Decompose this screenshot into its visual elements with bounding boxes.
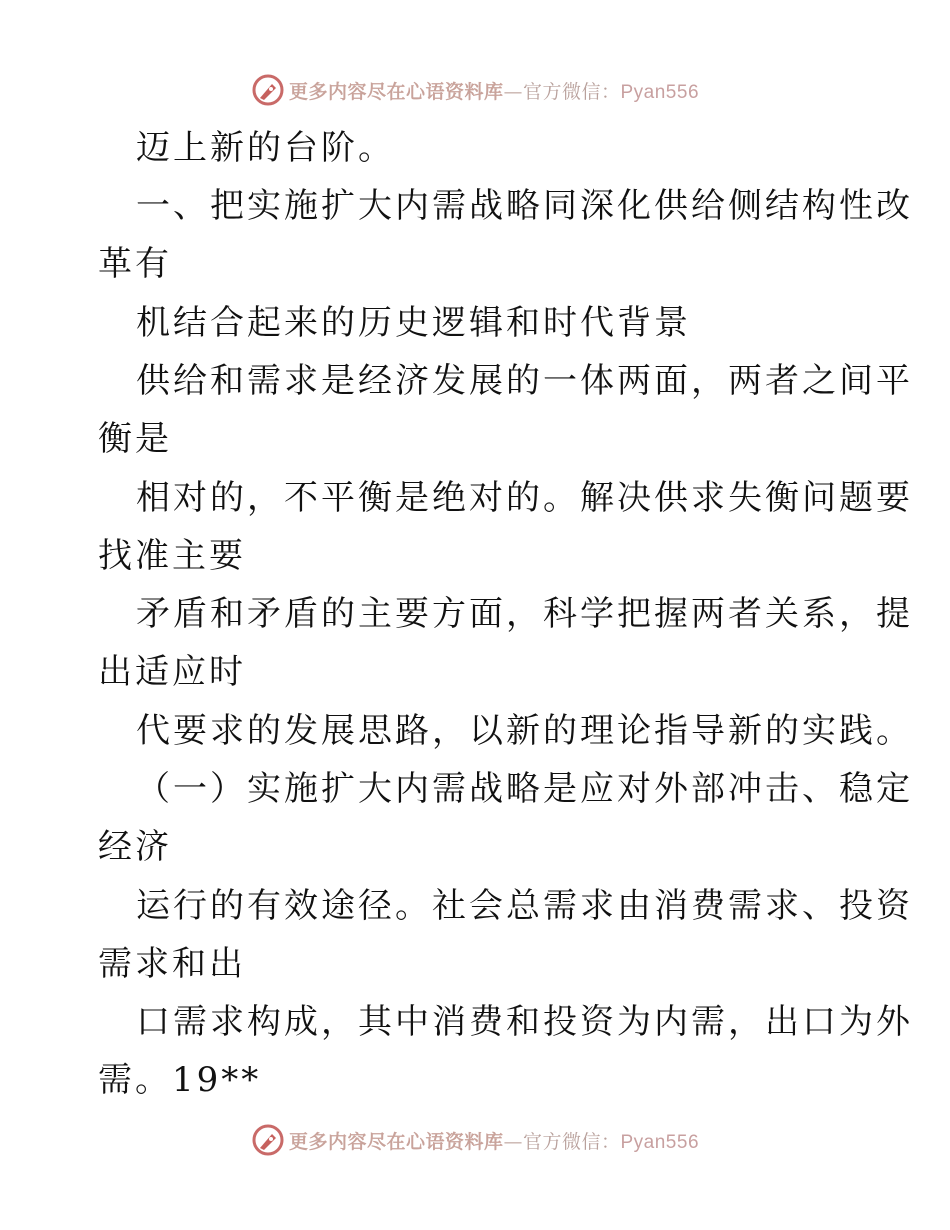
text-line: 口需求构成，其中消费和投资为内需，出口为外 — [136, 1002, 913, 1042]
watermark-separator: — — [503, 80, 523, 103]
watermark-wechat-label: 官方微信： — [522, 1130, 621, 1153]
watermark-text — [289, 1127, 699, 1154]
text-line: 迈上新的台阶。 — [136, 128, 395, 168]
watermark-wechat-label: 官方微信： — [522, 80, 621, 103]
text-line: 出适应时 — [98, 652, 246, 692]
watermark-separator: — — [503, 1130, 523, 1153]
text-line: 运行的有效途径。社会总需求由消费需求、投资 — [136, 886, 913, 926]
text-line: 衡是 — [98, 419, 172, 459]
watermark-wechat-id: Pyan556 — [620, 81, 700, 103]
text-line: 需。19** — [98, 1060, 262, 1100]
text-line: 需求和出 — [98, 944, 246, 984]
text-line: 矛盾和矛盾的主要方面，科学把握两者关系，提 — [136, 594, 913, 634]
footer-watermark — [0, 1120, 950, 1160]
pen-nib-seal-icon — [251, 1123, 285, 1157]
text-line: 经济 — [98, 827, 172, 867]
text-line: 一、把实施扩大内需战略同深化供给侧结构性改 — [136, 186, 913, 226]
text-line: 找准主要 — [98, 536, 246, 576]
text-line: 革有 — [98, 244, 172, 284]
text-line: 相对的，不平衡是绝对的。解决供求失衡问题要 — [136, 478, 913, 518]
text-line: 机结合起来的历史逻辑和时代背景 — [136, 303, 691, 343]
watermark-brand: 更多内容尽在心语资料库 — [288, 1130, 504, 1153]
watermark-brand: 更多内容尽在心语资料库 — [288, 80, 504, 103]
text-line: （一）实施扩大内需战略是应对外部冲击、稳定 — [136, 769, 913, 809]
text-line: 供给和需求是经济发展的一体两面，两者之间平 — [136, 361, 913, 401]
watermark-wechat-id: Pyan556 — [620, 1131, 700, 1153]
text-line: 代要求的发展思路，以新的理论指导新的实践。 — [136, 711, 913, 751]
